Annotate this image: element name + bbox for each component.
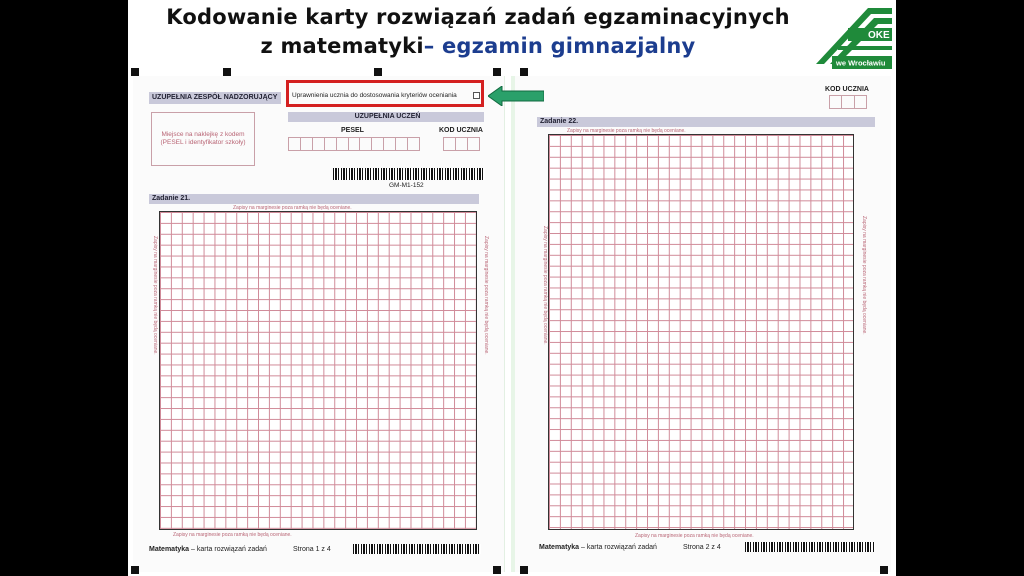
footer-barcode-1 [353, 544, 481, 554]
oke-logo [808, 2, 894, 70]
student-code-label-2: KOD UCZNIA [825, 86, 869, 93]
student-code-label: KOD UCZNIA [439, 127, 483, 134]
barcode [333, 168, 485, 180]
marker [493, 566, 501, 574]
sticker-text-1: Miejsce na naklejkę z kodem [161, 131, 245, 138]
title-suffix: egzamin gimnazjalny [441, 34, 696, 58]
supervisor-label: UZUPEŁNIA ZESPÓŁ NADZORUJĄCY [149, 92, 281, 104]
logo-text: OKE [868, 30, 890, 41]
student-code-boxes-2[interactable] [829, 95, 867, 109]
barcode-text: GM-M1-152 [389, 182, 424, 189]
margin-note-left: Zapisy na marginesie poza ramką nie będą oceniane. [152, 236, 158, 355]
footer-barcode-2 [745, 542, 875, 552]
task-21-label: Zadanie 21. [149, 194, 479, 204]
slide [128, 0, 896, 576]
marker [520, 68, 528, 76]
margin-note-top: Zapisy na marginesie poza ramką nie będą oceniane. [233, 205, 352, 211]
margin-note-right-2: Zapisy na marginesie poza ramką nie będą oceniane. [861, 216, 867, 335]
answer-grid-22[interactable] [548, 134, 854, 530]
footer-page-1: Strona 1 z 4 [293, 546, 331, 553]
marker [131, 68, 139, 76]
margin-note-bottom: Zapisy na marginesie poza ramką nie będą oceniane. [173, 532, 292, 538]
title-prefix: z matematyki [260, 34, 424, 58]
sticker-area [151, 112, 255, 166]
marker [374, 68, 382, 76]
marker [223, 68, 231, 76]
student-fills-label: UZUPEŁNIA UCZEŃ [288, 112, 484, 122]
slide-title-line1: Kodowanie karty rozwiązań zadań egzaminacyjnych [166, 5, 790, 29]
slide-title-line2 [128, 34, 828, 58]
margin-note-left-2: Zapisy na marginesie poza ramką nie będą oceniane. [542, 226, 548, 345]
marker [520, 566, 528, 574]
pesel-boxes[interactable] [288, 137, 420, 151]
margin-note-right: Zapisy na marginesie poza ramką nie będą oceniane. [483, 236, 489, 355]
answer-sheet-page-1 [133, 76, 505, 572]
answer-sheet-page-2 [511, 76, 891, 572]
task-22-label: Zadanie 22. [537, 117, 875, 127]
eligibility-text: Uprawnienia ucznia do dostosowania kryteriów oceniania [292, 92, 457, 99]
logo-subtext: we Wrocławiu [836, 58, 886, 68]
marker [493, 68, 501, 76]
marker [880, 566, 888, 574]
sticker-text-2: (PESEL i identyfikator szkoły) [160, 139, 246, 146]
highlight-frame [286, 80, 484, 107]
answer-grid-21[interactable] [159, 211, 477, 530]
title-dash: – [423, 34, 442, 58]
pesel-label: PESEL [341, 127, 364, 134]
marker [131, 566, 139, 574]
student-code-boxes[interactable] [443, 137, 480, 151]
footer-left-1: Matematyka – karta rozwiązań zadań [149, 546, 267, 553]
footer-left-2: Matematyka – karta rozwiązań zadań [539, 544, 657, 551]
margin-note-bottom-2: Zapisy na marginesie poza ramką nie będą oceniane. [635, 533, 754, 539]
green-arrow-icon [488, 86, 544, 106]
margin-note-top-2: Zapisy na marginesie poza ramką nie będą oceniane. [567, 128, 686, 134]
footer-page-2: Strona 2 z 4 [683, 544, 721, 551]
